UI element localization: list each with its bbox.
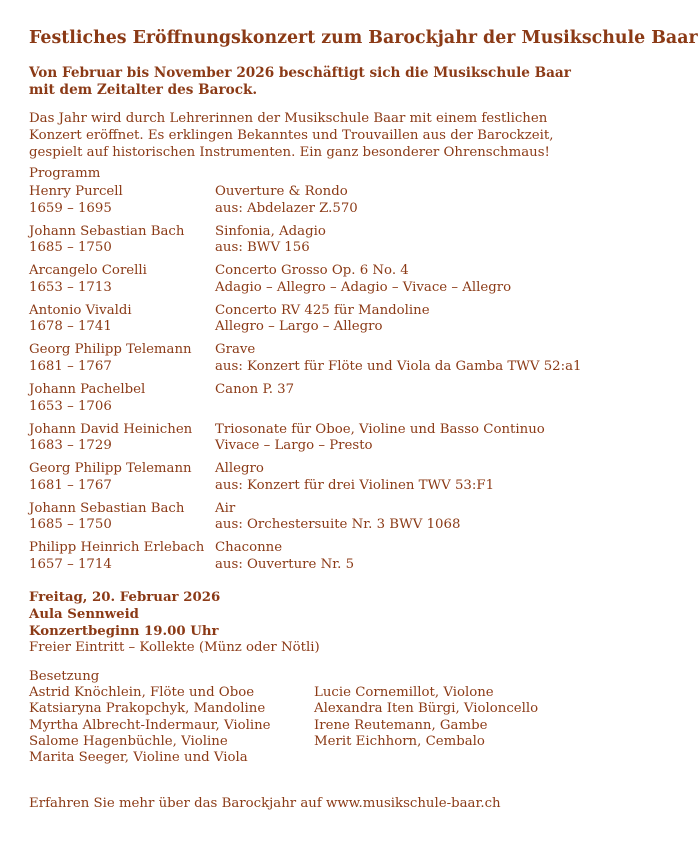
cast-member: Salome Hagenbüchle, Violine [29,733,228,749]
piece-cell [215,501,460,541]
piece-cell [215,263,511,303]
piece-title: Sinfonia, Adagio [215,223,326,239]
program-list [29,184,589,580]
piece-cell [215,540,354,580]
composer-years: 1681 – 1767 [29,477,112,493]
cast-member: Lucie Cornemillot, Violone [314,685,494,700]
piece-title: Concerto RV 425 für Mandoline [215,302,430,318]
program-row [29,461,589,501]
composer-name: Arcangelo Corelli [29,263,147,279]
piece-title: Triosonate für Oboe, Violine und Basso Continuo [215,421,545,437]
piece-cell [215,461,494,501]
composer-years: 1678 – 1741 [29,319,112,335]
piece-cell [215,224,326,264]
piece-detail: aus: Konzert für Flöte und Viola da Gamba TWV 52:a1 [215,358,582,374]
page-title: Festliches Eröffnungskonzert zum Barockjahr der Musikschule Baar [29,28,698,48]
composer-name: Antonio Vivaldi [29,302,132,318]
cast-member: Astrid Knöchlein, Flöte und Oboe [29,685,255,700]
program-row [29,303,589,343]
cast-member: Myrtha Albrecht-Indermaur, Violine [29,717,271,733]
composer-cell [29,461,215,501]
composer-cell [29,303,215,343]
composer-name: Georg Philipp Telemann [29,342,192,358]
composer-cell [29,224,215,264]
event-date: Freitag, 20. Februar 2026 [29,590,221,605]
cast-list-right [314,685,538,750]
composer-name: Johann David Heinichen [29,421,193,437]
piece-title: Concerto Grosso Op. 6 No. 4 [215,263,409,279]
cast-member: Irene Reutemann, Gambe [314,717,488,733]
program-row [29,422,589,462]
composer-cell [29,342,215,382]
piece-cell [215,184,358,224]
event-entry: Freier Eintritt – Kollekte (Münz oder Nötli) [29,640,320,656]
composer-name: Georg Philipp Telemann [29,461,192,477]
piece-detail: aus: Orchestersuite Nr. 3 BWV 1068 [215,517,461,533]
intro-paragraph: Das Jahr wird durch Lehrerinnen der Musikschule Baar mit einem festlichen Konzert eröffnet. Es erklingen Bekanntes und Trouvaillen aus der Barockzeit, gespielt auf historischen Instrumenten. Ein ganz besonderer Ohrenschmaus! [29,111,554,160]
composer-years: 1653 – 1713 [29,279,112,295]
piece-title: Canon P. 37 [215,381,295,397]
composer-name: Henry Purcell [29,184,123,199]
composer-cell [29,263,215,303]
composer-years: 1657 – 1714 [29,556,112,572]
piece-cell [215,382,294,422]
composer-cell [29,540,215,580]
piece-title: Chaconne [215,540,283,556]
piece-detail: Adagio – Allegro – Adagio – Vivace – Allegro [215,279,512,295]
composer-cell [29,184,215,224]
piece-title: Ouverture & Rondo [215,184,348,199]
composer-years: 1683 – 1729 [29,438,112,454]
cast-member: Alexandra Iten Bürgi, Violoncello [314,701,539,717]
program-row [29,184,589,224]
composer-cell [29,382,215,422]
cast-heading: Besetzung [29,669,100,684]
piece-detail: aus: Konzert für drei Violinen TWV 53:F1 [215,477,495,493]
piece-title: Air [215,500,236,516]
composer-cell [29,422,215,462]
composer-name: Johann Sebastian Bach [29,223,185,239]
piece-detail: aus: Abdelazer Z.570 [215,200,358,216]
piece-cell [215,342,582,382]
program-row [29,501,589,541]
piece-detail: Vivace – Largo – Presto [215,438,373,454]
cast-member: Katsiaryna Prakopchyk, Mandoline [29,701,266,717]
composer-years: 1681 – 1767 [29,358,112,374]
piece-cell [215,422,545,462]
piece-detail: aus: BWV 156 [215,240,310,256]
composer-name: Philipp Heinrich Erlebach [29,540,205,556]
lead-paragraph: Von Februar bis November 2026 beschäftigt sich die Musikschule Baar mit dem Zeitalter des Barock. [29,65,571,98]
piece-detail: Allegro – Largo – Allegro [215,319,383,335]
composer-name: Johann Sebastian Bach [29,500,185,516]
program-row [29,224,589,264]
piece-cell [215,303,430,343]
composer-cell [29,501,215,541]
program-row [29,540,589,580]
composer-years: 1659 – 1695 [29,200,112,216]
composer-years: 1653 – 1706 [29,398,112,414]
piece-title: Allegro [215,461,264,477]
piece-title: Grave [215,342,256,358]
event-venue: Aula Sennweid [29,606,139,622]
cast-list-left [29,685,271,766]
cast-member: Marita Seeger, Violine und Viola [29,750,248,766]
event-start: Konzertbeginn 19.00 Uhr [29,623,219,639]
program-row [29,382,589,422]
program-heading: Programm [29,166,101,181]
composer-years: 1685 – 1750 [29,240,112,256]
program-row [29,342,589,382]
footer-note: Erfahren Sie mehr über das Barockjahr auf www.musikschule-baar.ch [29,796,501,811]
cast-member: Merit Eichhorn, Cembalo [314,733,485,749]
composer-years: 1685 – 1750 [29,517,112,533]
piece-detail: aus: Ouverture Nr. 5 [215,556,355,572]
program-row [29,263,589,303]
composer-name: Johann Pachelbel [29,381,146,397]
